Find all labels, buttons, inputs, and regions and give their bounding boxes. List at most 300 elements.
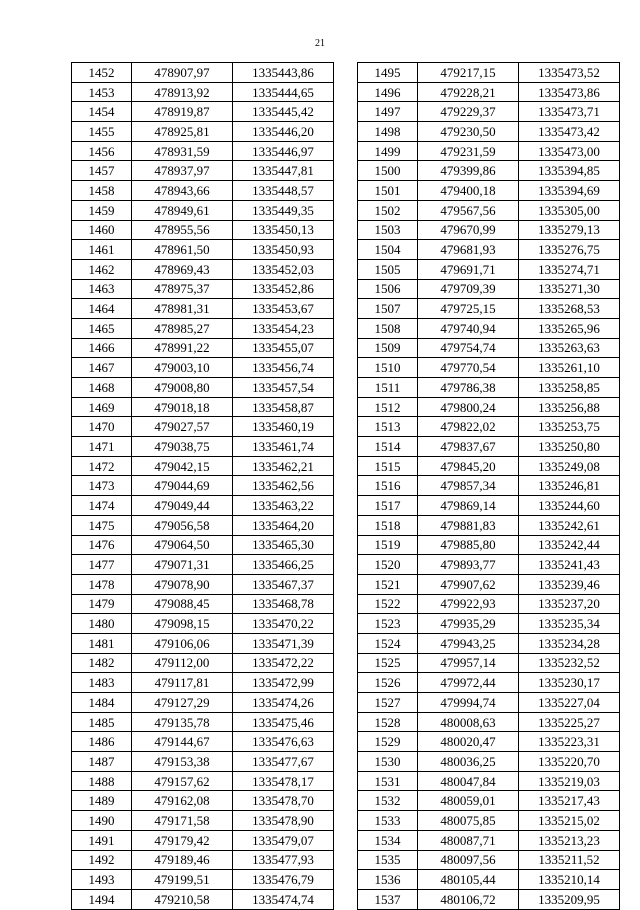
table-row [358, 555, 620, 575]
y-coordinate-cell: 1335211,52 [519, 850, 620, 870]
x-coordinate-cell: 478991,22 [132, 338, 233, 358]
table-row [358, 496, 620, 516]
table-row [72, 830, 334, 850]
x-coordinate-cell: 479845,20 [418, 456, 519, 476]
table-row [358, 279, 620, 299]
point-number-cell: 1466 [72, 338, 132, 358]
y-coordinate-cell: 1335263,63 [519, 338, 620, 358]
y-coordinate-cell: 1335452,86 [233, 279, 334, 299]
table-row [358, 673, 620, 693]
table-row [358, 437, 620, 457]
table-row [72, 732, 334, 752]
x-coordinate-cell: 479157,62 [132, 771, 233, 791]
y-coordinate-cell: 1335476,63 [233, 732, 334, 752]
y-coordinate-cell: 1335210,14 [519, 870, 620, 890]
table-row [72, 693, 334, 713]
y-coordinate-cell: 1335472,22 [233, 653, 334, 673]
y-coordinate-cell: 1335450,93 [233, 240, 334, 260]
point-number-cell: 1521 [358, 574, 418, 594]
x-coordinate-cell: 480105,44 [418, 870, 519, 890]
x-coordinate-cell: 478925,81 [132, 122, 233, 142]
y-coordinate-cell: 1335466,25 [233, 555, 334, 575]
y-coordinate-cell: 1335472,99 [233, 673, 334, 693]
table-row [72, 279, 334, 299]
y-coordinate-cell: 1335477,67 [233, 752, 334, 772]
table-row [358, 535, 620, 555]
point-number-cell: 1506 [358, 279, 418, 299]
table-row [358, 220, 620, 240]
point-number-cell: 1513 [358, 417, 418, 437]
table-row [72, 318, 334, 338]
y-coordinate-cell: 1335446,20 [233, 122, 334, 142]
table-row [358, 889, 620, 909]
point-number-cell: 1512 [358, 397, 418, 417]
table-row [72, 555, 334, 575]
x-coordinate-cell: 479042,15 [132, 456, 233, 476]
point-number-cell: 1510 [358, 358, 418, 378]
table-row [72, 437, 334, 457]
y-coordinate-cell: 1335305,00 [519, 200, 620, 220]
x-coordinate-cell: 479135,78 [132, 712, 233, 732]
point-number-cell: 1530 [358, 752, 418, 772]
y-coordinate-cell: 1335256,88 [519, 397, 620, 417]
x-coordinate-cell: 479162,08 [132, 791, 233, 811]
x-coordinate-cell: 479567,56 [418, 200, 519, 220]
x-coordinate-cell: 479754,74 [418, 338, 519, 358]
y-coordinate-cell: 1335470,22 [233, 614, 334, 634]
point-number-cell: 1478 [72, 574, 132, 594]
point-number-cell: 1526 [358, 673, 418, 693]
x-coordinate-cell: 478931,59 [132, 141, 233, 161]
y-coordinate-cell: 1335476,79 [233, 870, 334, 890]
point-number-cell: 1484 [72, 693, 132, 713]
y-coordinate-cell: 1335265,96 [519, 318, 620, 338]
x-coordinate-cell: 479018,18 [132, 397, 233, 417]
point-number-cell: 1535 [358, 850, 418, 870]
table-row [358, 771, 620, 791]
x-coordinate-cell: 478919,87 [132, 102, 233, 122]
x-coordinate-cell: 479098,15 [132, 614, 233, 634]
table-row [358, 240, 620, 260]
x-coordinate-cell: 479189,46 [132, 850, 233, 870]
x-coordinate-cell: 479230,50 [418, 122, 519, 142]
x-coordinate-cell: 478985,27 [132, 318, 233, 338]
x-coordinate-cell: 479935,29 [418, 614, 519, 634]
y-coordinate-cell: 1335244,60 [519, 496, 620, 516]
point-number-cell: 1519 [358, 535, 418, 555]
x-coordinate-cell: 479088,45 [132, 594, 233, 614]
x-coordinate-cell: 478981,31 [132, 299, 233, 319]
coordinates-table-left [71, 62, 334, 910]
table-row [72, 673, 334, 693]
point-number-cell: 1458 [72, 181, 132, 201]
point-number-cell: 1488 [72, 771, 132, 791]
y-coordinate-cell: 1335445,42 [233, 102, 334, 122]
point-number-cell: 1499 [358, 141, 418, 161]
point-number-cell: 1453 [72, 82, 132, 102]
y-coordinate-cell: 1335271,30 [519, 279, 620, 299]
y-coordinate-cell: 1335447,81 [233, 161, 334, 181]
table-row [358, 752, 620, 772]
table-row [358, 338, 620, 358]
point-number-cell: 1528 [358, 712, 418, 732]
table-row [72, 574, 334, 594]
x-coordinate-cell: 480097,56 [418, 850, 519, 870]
table-row [358, 181, 620, 201]
point-number-cell: 1468 [72, 378, 132, 398]
point-number-cell: 1467 [72, 358, 132, 378]
y-coordinate-cell: 1335462,21 [233, 456, 334, 476]
y-coordinate-cell: 1335456,74 [233, 358, 334, 378]
table-row [358, 732, 620, 752]
table-row [358, 574, 620, 594]
x-coordinate-cell: 478955,56 [132, 220, 233, 240]
x-coordinate-cell: 479127,29 [132, 693, 233, 713]
table-row [358, 259, 620, 279]
y-coordinate-cell: 1335242,61 [519, 515, 620, 535]
point-number-cell: 1452 [72, 63, 132, 83]
point-number-cell: 1518 [358, 515, 418, 535]
x-coordinate-cell: 479217,15 [418, 63, 519, 83]
point-number-cell: 1470 [72, 417, 132, 437]
table-row [72, 889, 334, 909]
point-number-cell: 1479 [72, 594, 132, 614]
point-number-cell: 1485 [72, 712, 132, 732]
point-number-cell: 1459 [72, 200, 132, 220]
x-coordinate-cell: 479670,99 [418, 220, 519, 240]
y-coordinate-cell: 1335477,93 [233, 850, 334, 870]
y-coordinate-cell: 1335279,13 [519, 220, 620, 240]
point-number-cell: 1507 [358, 299, 418, 319]
table-row [72, 870, 334, 890]
point-number-cell: 1490 [72, 811, 132, 831]
table-row [72, 476, 334, 496]
y-coordinate-cell: 1335467,37 [233, 574, 334, 594]
table-row [72, 141, 334, 161]
table-row [358, 161, 620, 181]
point-number-cell: 1480 [72, 614, 132, 634]
y-coordinate-cell: 1335443,86 [233, 63, 334, 83]
point-number-cell: 1505 [358, 259, 418, 279]
table-row [358, 653, 620, 673]
point-number-cell: 1454 [72, 102, 132, 122]
x-coordinate-cell: 480036,25 [418, 752, 519, 772]
x-coordinate-cell: 479044,69 [132, 476, 233, 496]
x-coordinate-cell: 479117,81 [132, 673, 233, 693]
table-row [358, 397, 620, 417]
point-number-cell: 1475 [72, 515, 132, 535]
table-row [72, 417, 334, 437]
point-number-cell: 1464 [72, 299, 132, 319]
table-row [72, 594, 334, 614]
table-row [72, 653, 334, 673]
point-number-cell: 1495 [358, 63, 418, 83]
x-coordinate-cell: 479027,57 [132, 417, 233, 437]
table-row [72, 633, 334, 653]
x-coordinate-cell: 479786,38 [418, 378, 519, 398]
x-coordinate-cell: 479869,14 [418, 496, 519, 516]
point-number-cell: 1502 [358, 200, 418, 220]
point-number-cell: 1511 [358, 378, 418, 398]
x-coordinate-cell: 479691,71 [418, 259, 519, 279]
x-coordinate-cell: 479957,14 [418, 653, 519, 673]
point-number-cell: 1492 [72, 850, 132, 870]
point-number-cell: 1529 [358, 732, 418, 752]
y-coordinate-cell: 1335454,23 [233, 318, 334, 338]
y-coordinate-cell: 1335239,46 [519, 574, 620, 594]
table-row [358, 594, 620, 614]
y-coordinate-cell: 1335462,56 [233, 476, 334, 496]
x-coordinate-cell: 478937,97 [132, 161, 233, 181]
x-coordinate-cell: 478961,50 [132, 240, 233, 260]
y-coordinate-cell: 1335446,97 [233, 141, 334, 161]
point-number-cell: 1491 [72, 830, 132, 850]
y-coordinate-cell: 1335220,70 [519, 752, 620, 772]
point-number-cell: 1537 [358, 889, 418, 909]
x-coordinate-cell: 479857,34 [418, 476, 519, 496]
y-coordinate-cell: 1335444,65 [233, 82, 334, 102]
y-coordinate-cell: 1335225,27 [519, 712, 620, 732]
y-coordinate-cell: 1335473,86 [519, 82, 620, 102]
point-number-cell: 1520 [358, 555, 418, 575]
y-coordinate-cell: 1335448,57 [233, 181, 334, 201]
x-coordinate-cell: 479112,00 [132, 653, 233, 673]
point-number-cell: 1469 [72, 397, 132, 417]
table-row [358, 693, 620, 713]
point-number-cell: 1455 [72, 122, 132, 142]
x-coordinate-cell: 479056,58 [132, 515, 233, 535]
point-number-cell: 1474 [72, 496, 132, 516]
x-coordinate-cell: 479770,54 [418, 358, 519, 378]
y-coordinate-cell: 1335209,95 [519, 889, 620, 909]
x-coordinate-cell: 479038,75 [132, 437, 233, 457]
y-coordinate-cell: 1335217,43 [519, 791, 620, 811]
point-number-cell: 1527 [358, 693, 418, 713]
y-coordinate-cell: 1335479,07 [233, 830, 334, 850]
x-coordinate-cell: 479008,80 [132, 378, 233, 398]
x-coordinate-cell: 479106,06 [132, 633, 233, 653]
x-coordinate-cell: 478913,92 [132, 82, 233, 102]
x-coordinate-cell: 479171,58 [132, 811, 233, 831]
point-number-cell: 1509 [358, 338, 418, 358]
y-coordinate-cell: 1335274,71 [519, 259, 620, 279]
point-number-cell: 1533 [358, 811, 418, 831]
table-row [72, 771, 334, 791]
table-row [72, 200, 334, 220]
table-row [358, 378, 620, 398]
y-coordinate-cell: 1335249,08 [519, 456, 620, 476]
y-coordinate-cell: 1335235,34 [519, 614, 620, 634]
point-number-cell: 1463 [72, 279, 132, 299]
table-row [72, 259, 334, 279]
table-row [72, 614, 334, 634]
point-number-cell: 1460 [72, 220, 132, 240]
x-coordinate-cell: 479800,24 [418, 397, 519, 417]
x-coordinate-cell: 479681,93 [418, 240, 519, 260]
x-coordinate-cell: 478949,61 [132, 200, 233, 220]
point-number-cell: 1503 [358, 220, 418, 240]
y-coordinate-cell: 1335455,07 [233, 338, 334, 358]
x-coordinate-cell: 479885,80 [418, 535, 519, 555]
table-row [72, 535, 334, 555]
table-row [358, 456, 620, 476]
x-coordinate-cell: 478907,97 [132, 63, 233, 83]
x-coordinate-cell: 479740,94 [418, 318, 519, 338]
point-number-cell: 1456 [72, 141, 132, 161]
table-row [358, 850, 620, 870]
page-number: 21 [315, 38, 325, 49]
table-row [358, 102, 620, 122]
table-row [358, 870, 620, 890]
y-coordinate-cell: 1335465,30 [233, 535, 334, 555]
y-coordinate-cell: 1335473,52 [519, 63, 620, 83]
x-coordinate-cell: 479881,83 [418, 515, 519, 535]
x-coordinate-cell: 479994,74 [418, 693, 519, 713]
table-row [72, 456, 334, 476]
x-coordinate-cell: 479907,62 [418, 574, 519, 594]
x-coordinate-cell: 480059,01 [418, 791, 519, 811]
x-coordinate-cell: 479179,42 [132, 830, 233, 850]
point-number-cell: 1476 [72, 535, 132, 555]
x-coordinate-cell: 479153,38 [132, 752, 233, 772]
y-coordinate-cell: 1335213,23 [519, 830, 620, 850]
table-row [358, 141, 620, 161]
point-number-cell: 1522 [358, 594, 418, 614]
x-coordinate-cell: 480087,71 [418, 830, 519, 850]
table-row [358, 791, 620, 811]
y-coordinate-cell: 1335463,22 [233, 496, 334, 516]
y-coordinate-cell: 1335250,80 [519, 437, 620, 457]
y-coordinate-cell: 1335246,81 [519, 476, 620, 496]
x-coordinate-cell: 478969,43 [132, 259, 233, 279]
table-row [72, 122, 334, 142]
x-coordinate-cell: 479064,50 [132, 535, 233, 555]
x-coordinate-cell: 480106,72 [418, 889, 519, 909]
point-number-cell: 1481 [72, 633, 132, 653]
point-number-cell: 1487 [72, 752, 132, 772]
y-coordinate-cell: 1335471,39 [233, 633, 334, 653]
x-coordinate-cell: 479943,25 [418, 633, 519, 653]
x-coordinate-cell: 478943,66 [132, 181, 233, 201]
y-coordinate-cell: 1335223,31 [519, 732, 620, 752]
point-number-cell: 1536 [358, 870, 418, 890]
y-coordinate-cell: 1335473,42 [519, 122, 620, 142]
y-coordinate-cell: 1335474,26 [233, 693, 334, 713]
table-row [358, 63, 620, 83]
y-coordinate-cell: 1335227,04 [519, 693, 620, 713]
point-number-cell: 1471 [72, 437, 132, 457]
table-row [358, 830, 620, 850]
point-number-cell: 1504 [358, 240, 418, 260]
point-number-cell: 1500 [358, 161, 418, 181]
x-coordinate-cell: 479972,44 [418, 673, 519, 693]
table-row [72, 102, 334, 122]
y-coordinate-cell: 1335453,67 [233, 299, 334, 319]
table-row [72, 752, 334, 772]
x-coordinate-cell: 479144,67 [132, 732, 233, 752]
y-coordinate-cell: 1335450,13 [233, 220, 334, 240]
table-row [72, 338, 334, 358]
y-coordinate-cell: 1335464,20 [233, 515, 334, 535]
table-row [358, 417, 620, 437]
x-coordinate-cell: 478975,37 [132, 279, 233, 299]
y-coordinate-cell: 1335474,74 [233, 889, 334, 909]
x-coordinate-cell: 479400,18 [418, 181, 519, 201]
table-row [72, 397, 334, 417]
table-row [358, 318, 620, 338]
table-row [72, 811, 334, 831]
x-coordinate-cell: 479399,86 [418, 161, 519, 181]
table-row [358, 200, 620, 220]
point-number-cell: 1493 [72, 870, 132, 890]
x-coordinate-cell: 479229,37 [418, 102, 519, 122]
y-coordinate-cell: 1335242,44 [519, 535, 620, 555]
table-row [72, 515, 334, 535]
table-row [72, 850, 334, 870]
x-coordinate-cell: 479210,58 [132, 889, 233, 909]
x-coordinate-cell: 479071,31 [132, 555, 233, 575]
point-number-cell: 1472 [72, 456, 132, 476]
y-coordinate-cell: 1335394,69 [519, 181, 620, 201]
table-row [358, 299, 620, 319]
point-number-cell: 1508 [358, 318, 418, 338]
table-row [72, 496, 334, 516]
point-number-cell: 1494 [72, 889, 132, 909]
point-number-cell: 1497 [358, 102, 418, 122]
point-number-cell: 1477 [72, 555, 132, 575]
point-number-cell: 1515 [358, 456, 418, 476]
x-coordinate-cell: 479893,77 [418, 555, 519, 575]
table-row [72, 220, 334, 240]
point-number-cell: 1461 [72, 240, 132, 260]
point-number-cell: 1486 [72, 732, 132, 752]
point-number-cell: 1498 [358, 122, 418, 142]
point-number-cell: 1473 [72, 476, 132, 496]
table-row [358, 122, 620, 142]
x-coordinate-cell: 479725,15 [418, 299, 519, 319]
table-row [72, 299, 334, 319]
table-row [358, 476, 620, 496]
y-coordinate-cell: 1335241,43 [519, 555, 620, 575]
table-row [72, 63, 334, 83]
table-row [72, 378, 334, 398]
x-coordinate-cell: 479003,10 [132, 358, 233, 378]
y-coordinate-cell: 1335478,90 [233, 811, 334, 831]
y-coordinate-cell: 1335458,87 [233, 397, 334, 417]
y-coordinate-cell: 1335468,78 [233, 594, 334, 614]
table-row [358, 712, 620, 732]
point-number-cell: 1534 [358, 830, 418, 850]
y-coordinate-cell: 1335478,70 [233, 791, 334, 811]
point-number-cell: 1532 [358, 791, 418, 811]
y-coordinate-cell: 1335276,75 [519, 240, 620, 260]
y-coordinate-cell: 1335234,28 [519, 633, 620, 653]
point-number-cell: 1523 [358, 614, 418, 634]
x-coordinate-cell: 480047,84 [418, 771, 519, 791]
y-coordinate-cell: 1335478,17 [233, 771, 334, 791]
y-coordinate-cell: 1335475,46 [233, 712, 334, 732]
x-coordinate-cell: 480008,63 [418, 712, 519, 732]
point-number-cell: 1501 [358, 181, 418, 201]
y-coordinate-cell: 1335215,02 [519, 811, 620, 831]
table-row [72, 358, 334, 378]
point-number-cell: 1482 [72, 653, 132, 673]
table-row [358, 633, 620, 653]
y-coordinate-cell: 1335219,03 [519, 771, 620, 791]
x-coordinate-cell: 479822,02 [418, 417, 519, 437]
table-row [358, 811, 620, 831]
y-coordinate-cell: 1335473,71 [519, 102, 620, 122]
